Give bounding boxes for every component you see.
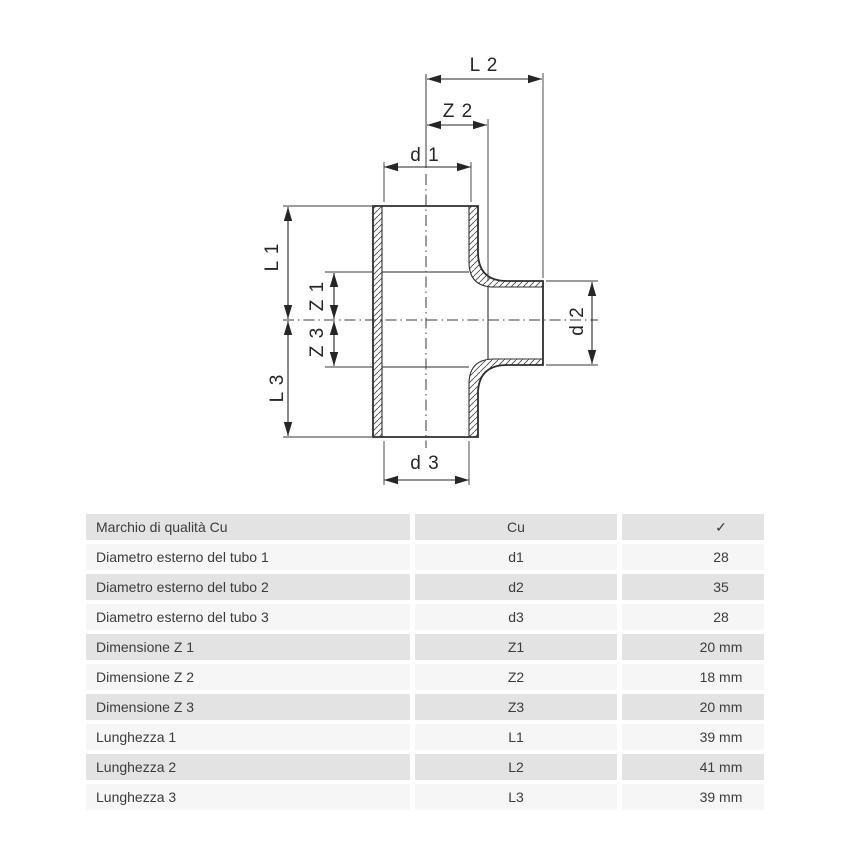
table-row [86,574,764,600]
spec-label: Diametro esterno del tubo 1 [86,544,410,570]
dim-label-L2: L 2 [469,55,499,76]
dim-label-Z3: Z 3 [307,326,328,358]
dim-label-d3: d 3 [410,453,440,474]
spec-label: Lunghezza 1 [86,724,410,750]
table-row [86,634,764,660]
spec-symbol: d1 [415,544,617,570]
fitting-wall-hatch [373,206,543,437]
spec-symbol: Z1 [415,634,617,660]
spec-symbol: d3 [415,604,617,630]
table-row [86,604,764,630]
top-right-wall-hatch [469,206,543,287]
spec-value: 28 [622,604,764,630]
spec-label: Diametro esterno del tubo 3 [86,604,410,630]
table-row [86,544,764,570]
dim-label-L3: L 3 [267,373,288,403]
dim-label-Z1: Z 1 [307,280,328,312]
dim-label-d2: d 2 [567,306,588,336]
spec-symbol: Z2 [415,664,617,690]
dimension-labels [262,55,588,474]
spec-value: 39 mm [622,784,764,810]
table-row [86,664,764,690]
spec-label: Lunghezza 3 [86,784,410,810]
spec-label: Dimensione Z 1 [86,634,410,660]
spec-value: 41 mm [622,754,764,780]
dim-label-Z2: Z 2 [442,101,474,122]
spec-label: Marchio di qualità Cu [86,514,410,540]
dimension-lines [288,79,592,480]
spec-value: 20 mm [622,634,764,660]
table-row [86,724,764,750]
spec-label: Lunghezza 2 [86,754,410,780]
spec-label: Dimensione Z 3 [86,694,410,720]
table-row [86,784,764,810]
spec-table [86,514,764,810]
spec-value: ✓ [622,514,764,540]
table-row [86,694,764,720]
spec-value: 35 [622,574,764,600]
bottom-right-wall-hatch [469,359,543,437]
table-row [86,514,764,540]
dim-label-d1: d 1 [410,145,440,166]
spec-symbol: L3 [415,784,617,810]
extension-lines [283,73,598,485]
spec-symbol: L2 [415,754,617,780]
spec-value: 18 mm [622,664,764,690]
spec-value: 39 mm [622,724,764,750]
spec-value: 20 mm [622,694,764,720]
spec-symbol: L1 [415,724,617,750]
spec-value: 28 [622,544,764,570]
spec-symbol: Cu [415,514,617,540]
dim-label-L1: L 1 [262,242,283,272]
fitting-outline [373,206,543,437]
left-wall-hatch [373,206,382,437]
table-row [86,754,764,780]
centerlines [283,74,598,448]
fitting-body [373,206,543,437]
spec-symbol: Z3 [415,694,617,720]
spec-label: Diametro esterno del tubo 2 [86,574,410,600]
spec-label: Dimensione Z 2 [86,664,410,690]
spec-symbol: d2 [415,574,617,600]
fitting-inner-lines [382,206,543,437]
